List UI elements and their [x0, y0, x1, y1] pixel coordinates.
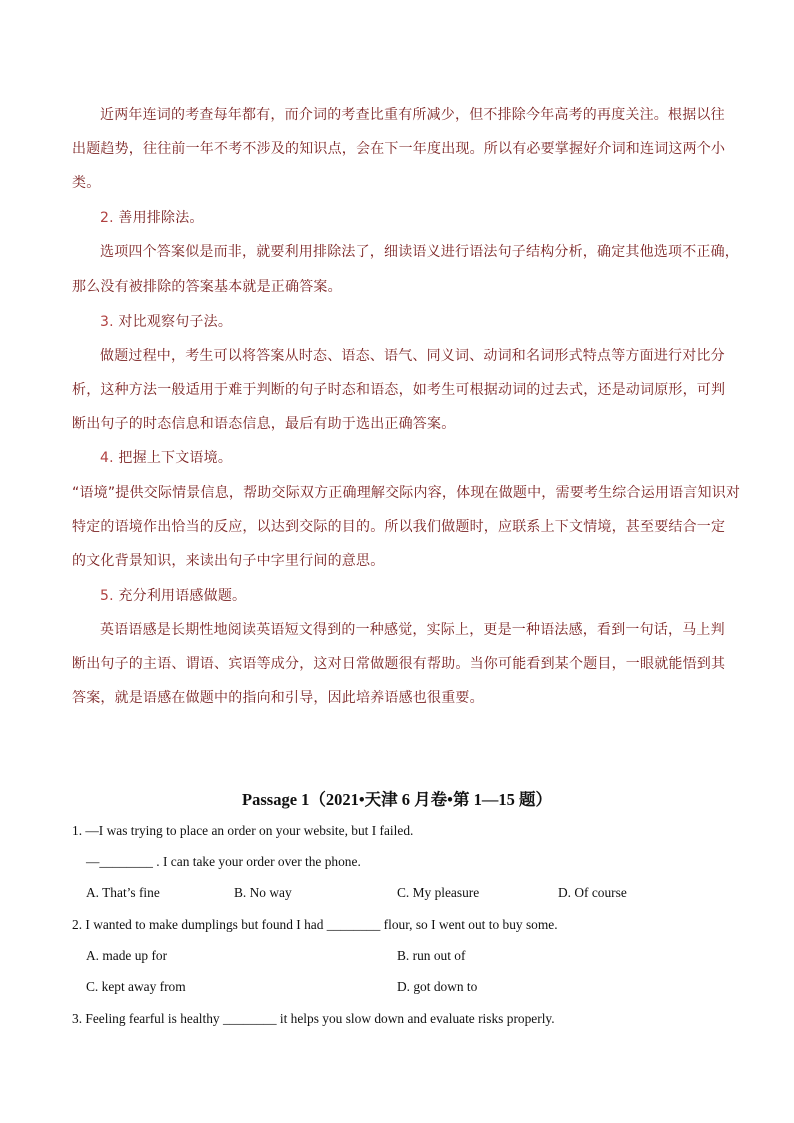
passage-title: Passage 1（2021•天津 6 月卷•第 1—15 题）	[242, 790, 552, 809]
question-2-stem: 2. I wanted to make dumplings but found I had ________ flour, so I went out to buy some.	[72, 917, 558, 932]
heading-2	[100, 207, 204, 227]
intro-p2-line1: 选项四个答案似是而非，就要利用排除法了，细读语义进行语法句子结构分析，确定其他选项不正确，	[100, 244, 739, 260]
intro-p4-line3: 的文化背景知识，来读出句子中字里行间的意思。	[72, 553, 385, 569]
question-1-reply: —________ . I can take your order over the phone.	[86, 854, 361, 869]
intro-p1-line1: 近两年连词的考查每年都有，而介词的考查比重有所减少，但不排除今年高考的再度关注。根据以往	[100, 107, 725, 123]
intro-p4-line2: 特定的语境作出恰当的反应，以达到交际的目的。所以我们做题时，应联系上下文情境，甚至要结合一定	[72, 519, 726, 535]
question-2-option-d: D. got down to	[397, 979, 478, 994]
question-1-option-d: D. Of course	[558, 885, 627, 900]
heading-2-text: 善用排除法。	[118, 210, 204, 226]
intro-p1-line2: 出题趋势，往往前一年不考不涉及的知识点，会在下一年度出现。所以有必要掌握好介词和连词这两个小	[72, 141, 726, 157]
heading-3-text: 对比观察句子法。	[118, 314, 233, 330]
question-1-option-b: B. No way	[234, 885, 292, 900]
intro-p1-line3: 类。	[72, 175, 101, 191]
question-2-option-b: B. run out of	[397, 948, 466, 963]
intro-p3-line3: 断出句子的时态信息和语态信息，最后有助于选出正确答案。	[72, 416, 456, 432]
question-3-stem: 3. Feeling fearful is healthy ________ it helps you slow down and evaluate risks properly.	[72, 1011, 555, 1026]
question-1-stem: 1. —I was trying to place an order on your website, but I failed.	[72, 823, 414, 838]
heading-5-text: 充分利用语感做题。	[118, 588, 247, 604]
intro-p5-line2: 断出句子的主语、谓语、宾语等成分，这对日常做题很有帮助。当你可能看到某个题目，一眼就能悟到其	[72, 656, 726, 672]
intro-p3-line2: 析，这种方法一般适用于难于判断的句子时态和语态，如考生可根据动词的过去式，还是动词原形，可判	[72, 382, 726, 398]
intro-p5-line1: 英语语感是长期性地阅读英语短文得到的一种感觉，实际上，更是一种语法感，看到一句话，马上判	[100, 622, 725, 638]
heading-5	[100, 585, 246, 605]
question-1-option-a: A. That’s fine	[86, 885, 160, 900]
heading-3	[100, 311, 232, 331]
heading-4	[100, 447, 232, 467]
question-2-option-a: A. made up for	[86, 948, 168, 963]
intro-p3-line1: 做题过程中，考生可以将答案从时态、语态、语气、同义词、动词和名词形式特点等方面进行对比分	[100, 348, 725, 364]
question-1-option-c: C. My pleasure	[397, 885, 480, 900]
intro-p2-line2: 那么没有被排除的答案基本就是正确答案。	[72, 279, 342, 295]
intro-p5-line3: 答案，就是语感在做题中的指向和引导，因此培养语感也很重要。	[72, 690, 484, 706]
heading-2-number: 2.	[100, 210, 114, 226]
heading-4-text: 把握上下文语境。	[118, 450, 233, 466]
heading-4-number: 4.	[100, 450, 114, 466]
question-2-option-c: C. kept away from	[86, 979, 186, 994]
intro-p4-line1: “语境”提供交际情景信息，帮助交际双方正确理解交际内容，体现在做题中，需要考生综合运用语言知识对	[72, 485, 741, 501]
heading-3-number: 3.	[100, 314, 114, 330]
heading-5-number: 5.	[100, 588, 114, 604]
